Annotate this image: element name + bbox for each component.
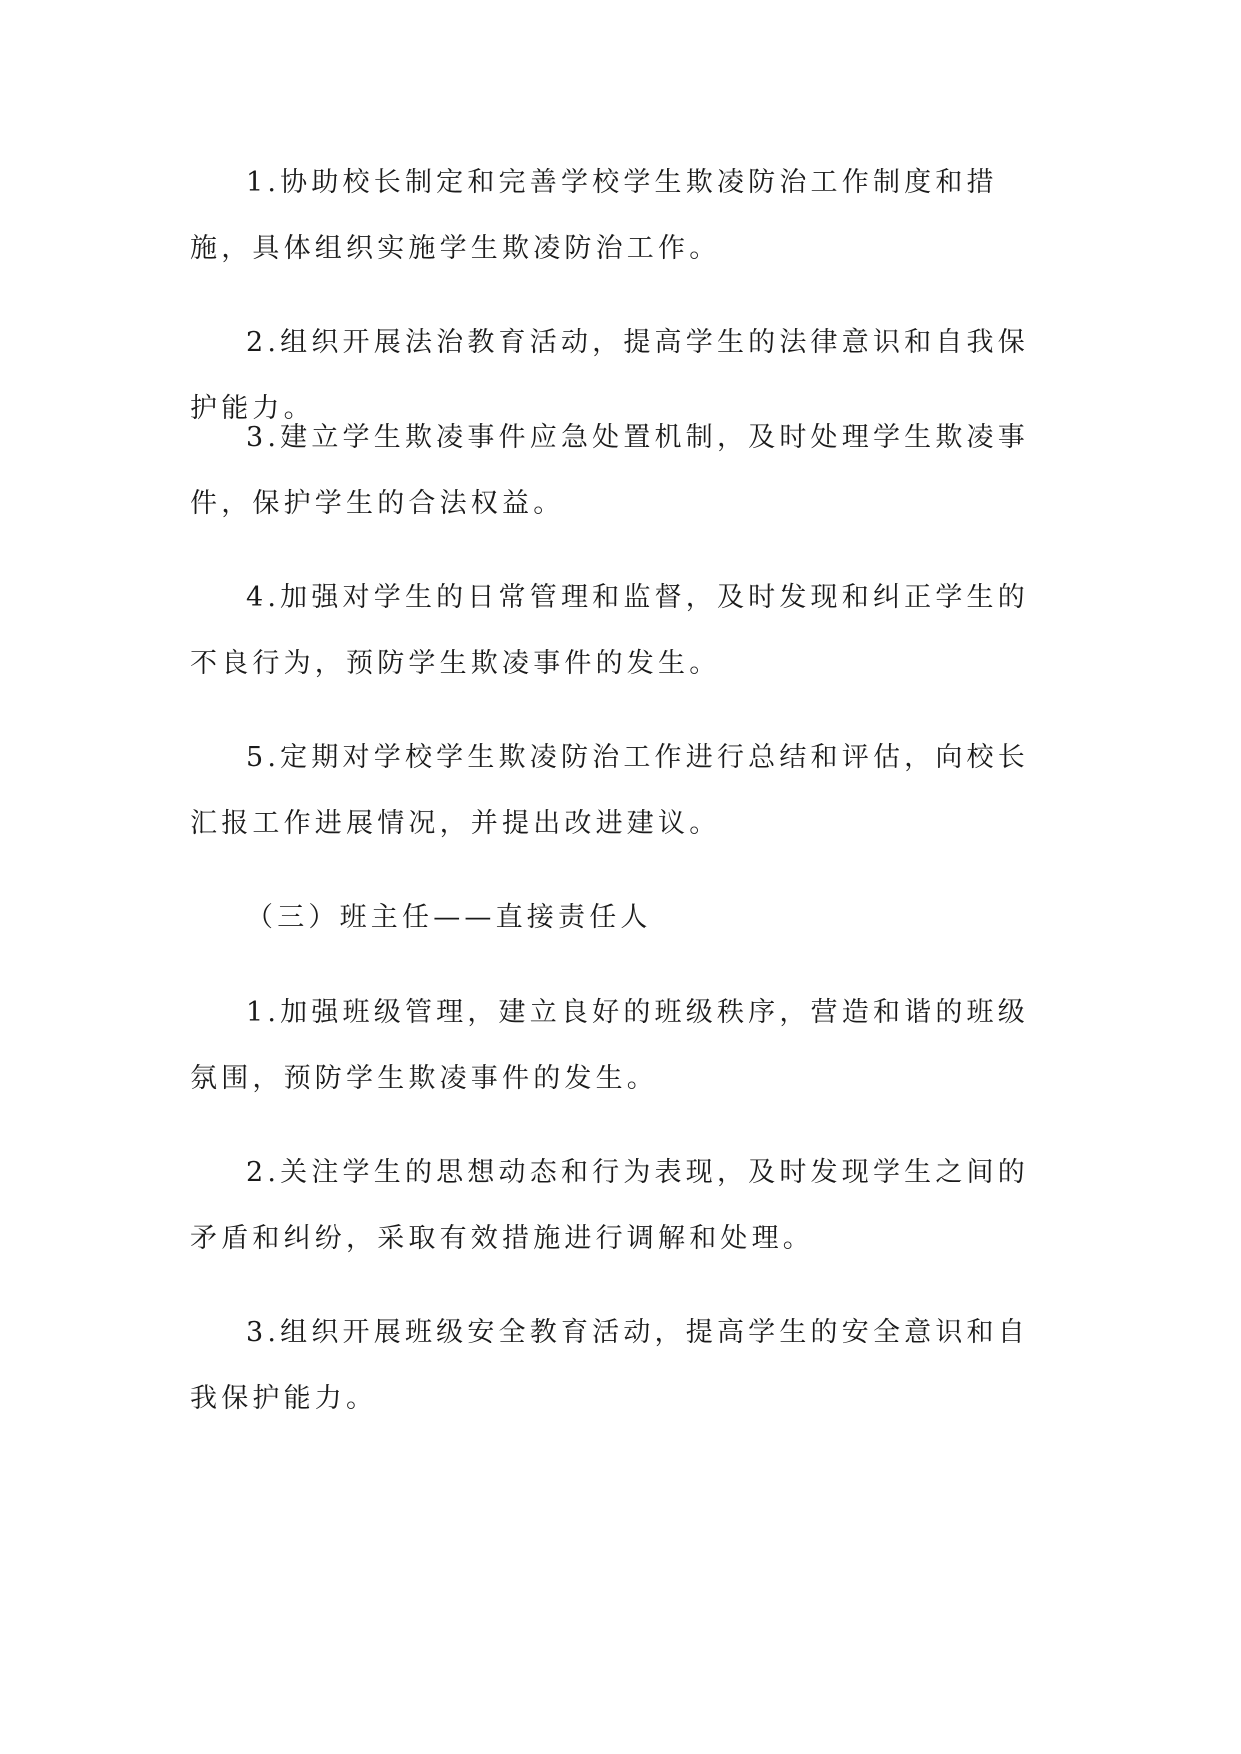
paragraph-item-3: 3.建立学生欺凌事件应急处置机制，及时处理学生欺凌事件，保护学生的合法权益。 — [190, 422, 1029, 519]
paragraph-item-8: 3.组织开展班级安全教育活动，提高学生的安全意识和自我保护能力。 — [190, 1317, 1029, 1414]
paragraph-item-6: 1.加强班级管理，建立良好的班级秩序，营造和谐的班级氛围，预防学生欺凌事件的发生。 — [190, 997, 1029, 1094]
paragraph-item-7: 2.关注学生的思想动态和行为表现，及时发现学生之间的矛盾和纠纷，采取有效措施进行调解和处理。 — [190, 1157, 1029, 1254]
paragraph-item-5: 5.定期对学校学生欺凌防治工作进行总结和评估，向校长汇报工作进展情况，并提出改进建议。 — [190, 742, 1029, 839]
paragraph-item-2: 2.组织开展法治教育活动，提高学生的法律意识和自我保护能力。 — [190, 327, 1029, 424]
section-heading: （三）班主任——直接责任人 — [246, 902, 652, 933]
paragraph-item-4: 4.加强对学生的日常管理和监督，及时发现和纠正学生的不良行为，预防学生欺凌事件的发生。 — [190, 582, 1029, 679]
paragraph-item-1: 1.协助校长制定和完善学校学生欺凌防治工作制度和措施，具体组织实施学生欺凌防治工作。 — [190, 167, 998, 264]
